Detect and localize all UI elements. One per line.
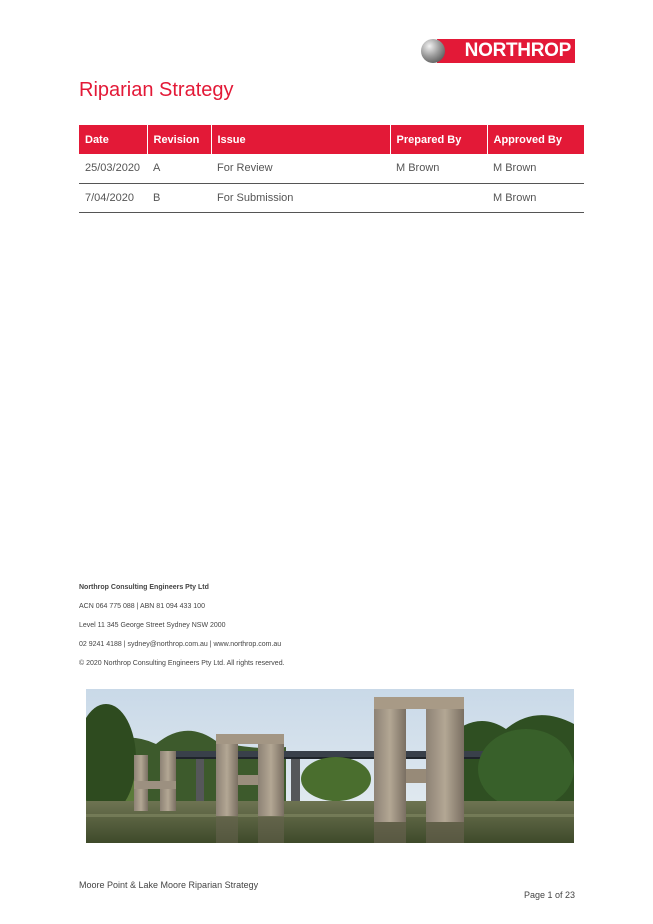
- cell-date: 25/03/2020: [79, 154, 147, 183]
- table-row: [79, 154, 584, 183]
- cell-approved-by: M Brown: [487, 183, 584, 212]
- column-header-revision: Revision: [147, 125, 211, 154]
- cell-issue: For Review: [211, 154, 390, 183]
- company-name: Northrop Consulting Engineers Pty Ltd: [79, 584, 209, 591]
- document-title: Riparian Strategy: [79, 79, 234, 101]
- footer-page-number: Page 1 of 23: [524, 890, 576, 900]
- footer-document-name: Moore Point & Lake Moore Riparian Strategy: [79, 880, 259, 890]
- table-header-row: [79, 125, 584, 154]
- company-contact: 02 9241 4188 | sydney@northrop.com.au | www.northrop.com.au: [79, 641, 282, 648]
- logo-wordmark: NORTHROP: [437, 39, 575, 63]
- company-address: Level 11 345 George Street Sydney NSW 2000: [79, 622, 226, 629]
- table-row: [79, 183, 584, 212]
- cell-approved-by: M Brown: [487, 154, 584, 183]
- cell-revision: B: [147, 183, 211, 212]
- cell-prepared-by: M Brown: [390, 154, 487, 183]
- logo-sphere-icon: [421, 39, 445, 63]
- cell-date: 7/04/2020: [79, 183, 147, 212]
- column-header-prepared-by: Prepared By: [390, 125, 487, 154]
- cover-photo-river-pillars: [86, 689, 574, 843]
- cell-revision: A: [147, 154, 211, 183]
- northrop-logo: [421, 38, 575, 64]
- column-header-issue: Issue: [211, 125, 390, 154]
- cell-prepared-by: [390, 183, 487, 212]
- company-details: [79, 583, 285, 678]
- revision-table: [79, 125, 584, 213]
- company-registration: ACN 064 775 088 | ABN 81 094 433 100: [79, 603, 205, 610]
- column-header-date: Date: [79, 125, 147, 154]
- cell-issue: For Submission: [211, 183, 390, 212]
- column-header-approved-by: Approved By: [487, 125, 584, 154]
- company-copyright: © 2020 Northrop Consulting Engineers Pty Ltd. All rights reserved.: [79, 660, 285, 667]
